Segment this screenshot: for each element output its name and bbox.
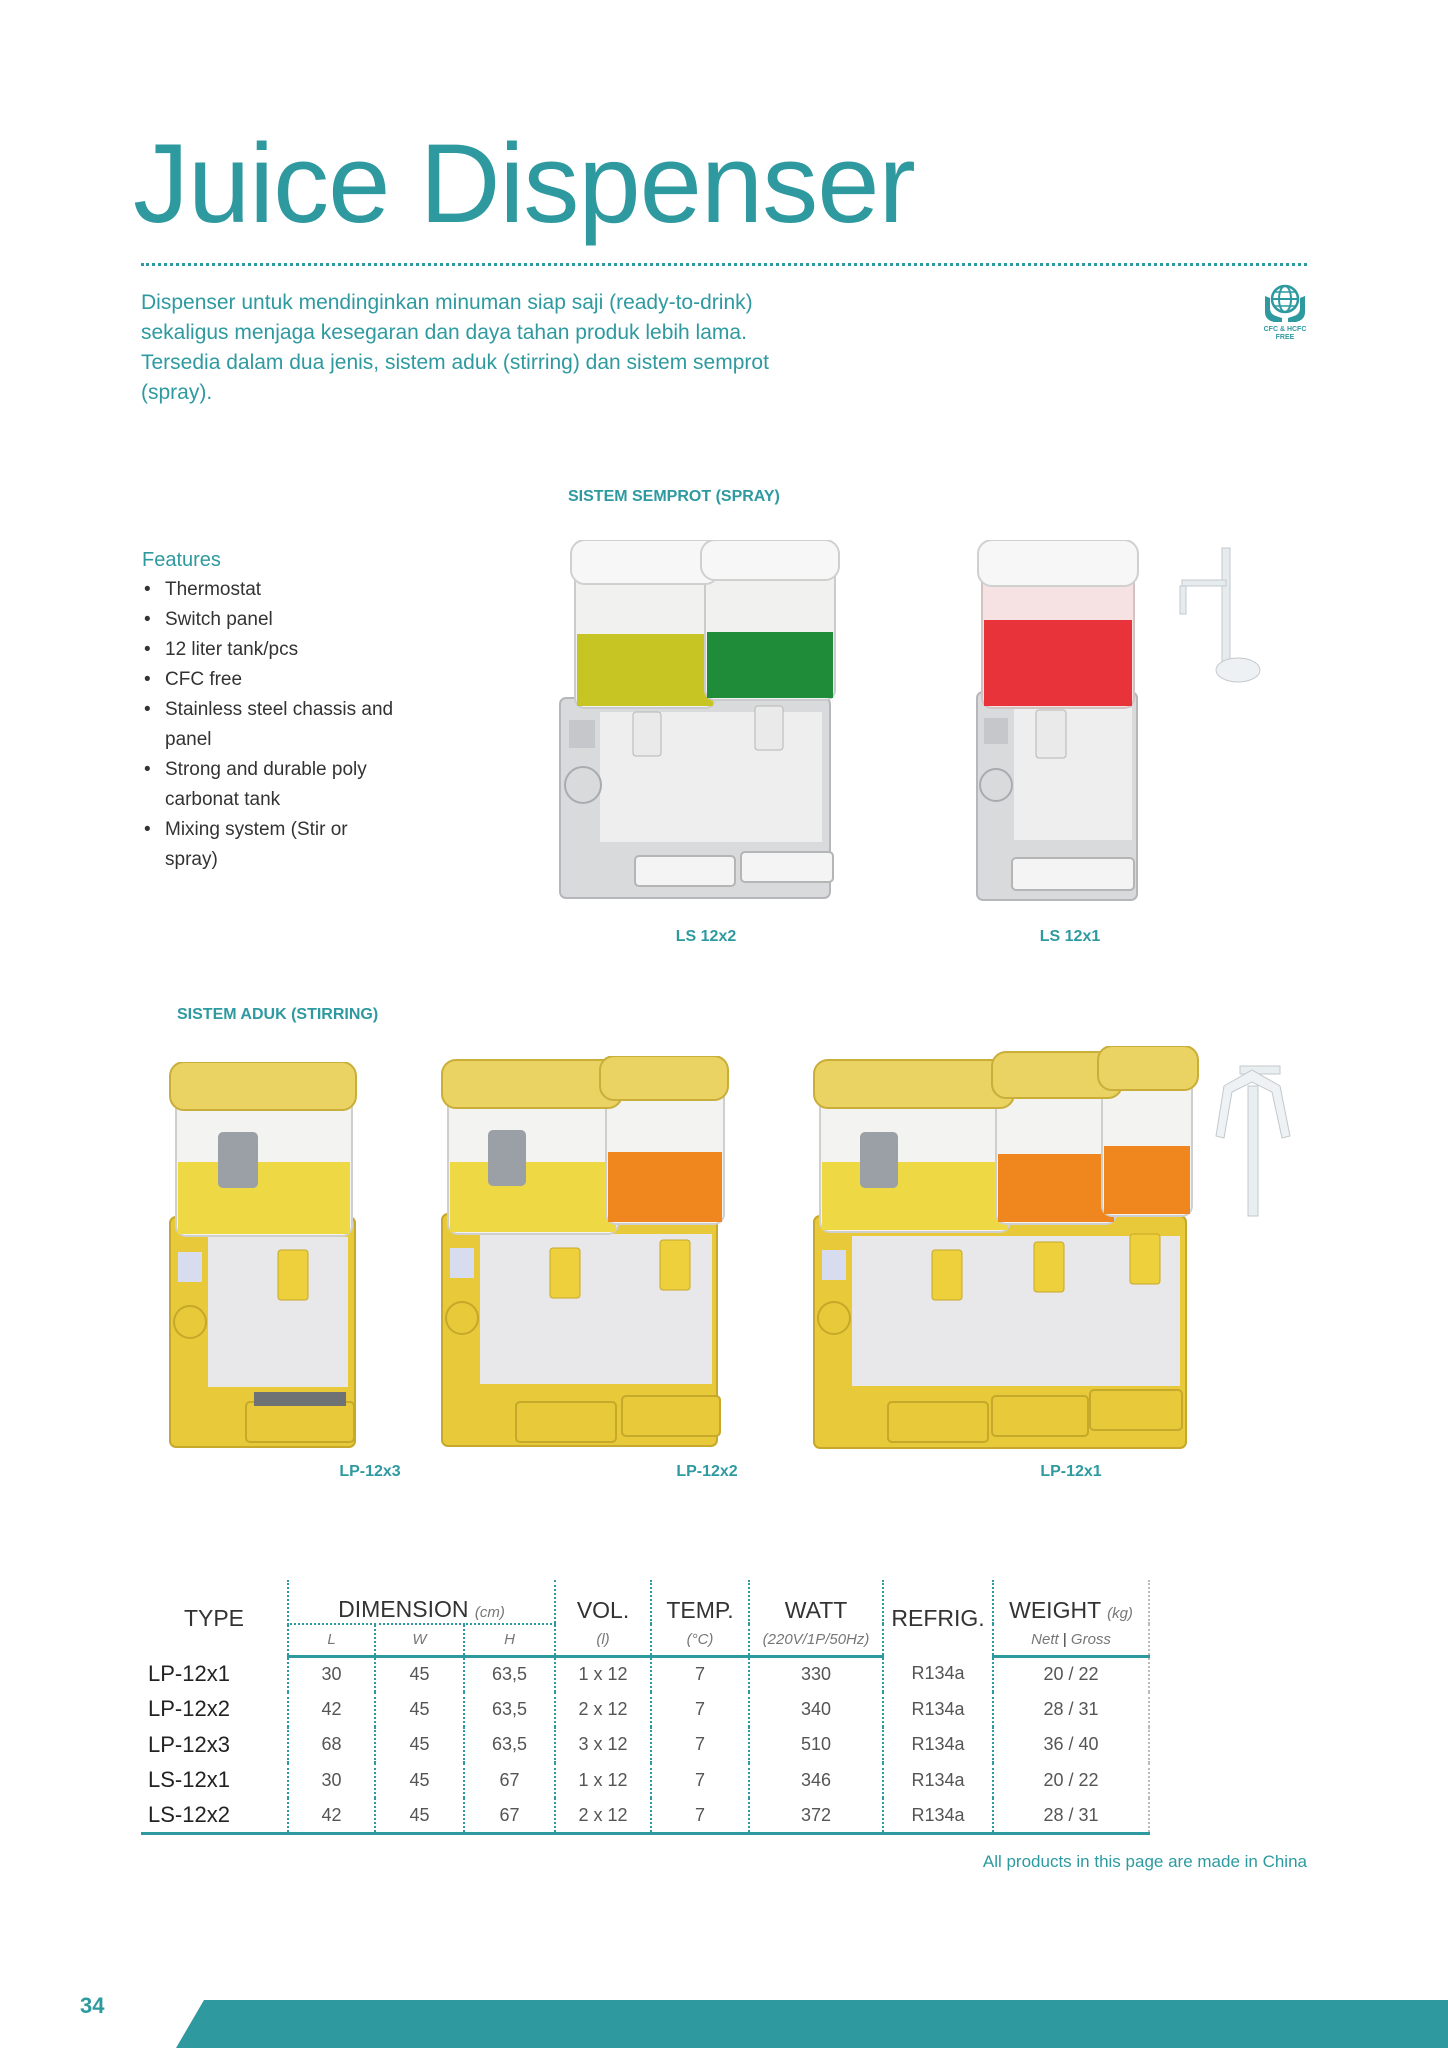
stirring-section-label: SISTEM ADUK (STIRRING) <box>177 1006 379 1023</box>
cell-refrig: R134a <box>883 1727 993 1763</box>
subheader-w: W <box>375 1624 464 1656</box>
cell-type: LP-12x3 <box>148 1731 230 1757</box>
subheader-temp: (°C) <box>651 1624 749 1656</box>
cell-h: 63,5 <box>464 1727 555 1763</box>
cell-type: LP-12x2 <box>148 1696 230 1722</box>
cell-l: 68 <box>288 1727 375 1763</box>
cell-w: 45 <box>375 1692 464 1728</box>
cell-temp: 7 <box>651 1692 749 1728</box>
subheader-watt: (220V/1P/50Hz) <box>749 1624 883 1656</box>
cell-h: 67 <box>464 1763 555 1799</box>
title-divider <box>141 263 1307 266</box>
feature-item: • 12 liter tank/pcs <box>142 635 402 665</box>
cell-watt: 372 <box>749 1798 883 1834</box>
model-label-lp-12x3: LP-12x3 <box>339 1463 401 1480</box>
cell-refrig: R134a <box>883 1763 993 1799</box>
header-vol: VOL. <box>555 1580 651 1624</box>
header-type: TYPE <box>183 1604 245 1631</box>
table-row <box>141 1798 1149 1834</box>
subheader-weight-gross: Gross <box>1070 1630 1111 1648</box>
cell-h: 63,5 <box>464 1656 555 1692</box>
cell-temp: 7 <box>651 1763 749 1799</box>
cell-w: 45 <box>375 1798 464 1834</box>
intro-paragraph: Dispenser untuk mendinginkan minuman siap saji (ready-to-drink) sekaligus menjaga kesegaran dan daya tahan produk lebih lama. Tersedia dalam dua jenis, sistem aduk (stirring) dan sistem semprot (spray). <box>141 291 769 404</box>
cell-weight: 28 / 31 <box>993 1692 1149 1728</box>
subheader-vol: (l) <box>555 1624 651 1656</box>
header-temp: TEMP. <box>651 1580 749 1624</box>
cell-refrig: R134a <box>883 1656 993 1692</box>
header-refrig: REFRIG. <box>883 1580 993 1656</box>
page-number: 34 <box>80 1993 105 2018</box>
cell-watt: 340 <box>749 1692 883 1728</box>
table-row <box>141 1763 1149 1799</box>
header-dimension-unit: (cm) <box>474 1604 505 1621</box>
spray-section-label: SISTEM SEMPROT (SPRAY) <box>568 488 780 505</box>
cell-temp: 7 <box>651 1798 749 1834</box>
cell-weight: 20 / 22 <box>993 1763 1149 1799</box>
cell-h: 63,5 <box>464 1692 555 1728</box>
specs-table <box>141 1580 1150 1835</box>
cfc-free-badge <box>1258 282 1312 348</box>
table-row <box>141 1727 1149 1763</box>
subheader-h: H <box>464 1624 555 1656</box>
footer-bar <box>176 2000 1448 2048</box>
cell-l: 42 <box>288 1692 375 1728</box>
cell-w: 45 <box>375 1763 464 1799</box>
cell-watt: 346 <box>749 1763 883 1799</box>
feature-item: • Thermostat <box>142 575 402 605</box>
subheader-weight <box>993 1624 1149 1656</box>
product-image-lp-12x3-unit <box>812 1046 1302 1460</box>
feature-item: • Stainless steel chassis and panel <box>142 695 402 755</box>
badge-line-2: FREE <box>1275 334 1295 341</box>
feature-item: • Mixing system (Stir or spray) <box>142 815 402 875</box>
cell-temp: 7 <box>651 1656 749 1692</box>
page-title: Juice Dispenser <box>133 121 915 246</box>
cell-w: 45 <box>375 1656 464 1692</box>
product-image-lp-12x1-unit <box>168 1062 368 1460</box>
cell-watt: 330 <box>749 1656 883 1692</box>
subheader-weight-nett: Nett <box>1031 1630 1059 1648</box>
cell-w: 45 <box>375 1727 464 1763</box>
header-watt: WATT <box>749 1580 883 1624</box>
model-label-ls-12x1: LS 12x1 <box>1039 928 1101 945</box>
features-block <box>142 545 402 875</box>
header-weight-label: WEIGHT <box>1009 1597 1101 1623</box>
product-image-lp-12x2-unit <box>440 1056 730 1460</box>
cell-vol: 2 x 12 <box>555 1798 651 1834</box>
model-label-lp-12x2: LP-12x2 <box>676 1463 738 1480</box>
cell-type: LS-12x2 <box>141 1798 288 1834</box>
globe-hands-icon <box>1262 282 1308 326</box>
feature-item: • Switch panel <box>142 605 402 635</box>
cell-h: 67 <box>464 1798 555 1834</box>
feature-item: • CFC free <box>142 665 402 695</box>
cell-vol: 2 x 12 <box>555 1692 651 1728</box>
cell-refrig: R134a <box>883 1692 993 1728</box>
subheader-l: L <box>288 1624 375 1656</box>
header-weight-unit: (kg) <box>1107 1605 1133 1622</box>
header-weight <box>993 1580 1149 1624</box>
cell-weight: 36 / 40 <box>993 1727 1149 1763</box>
header-dimension <box>288 1580 555 1624</box>
subheader-weight-sep: | <box>1062 1630 1067 1648</box>
cell-type: LP-12x1 <box>148 1660 230 1686</box>
table-row <box>141 1656 1149 1692</box>
product-image-ls-12x1 <box>972 540 1272 912</box>
cell-l: 30 <box>288 1763 375 1799</box>
cell-watt: 510 <box>749 1727 883 1763</box>
header-dimension-label: DIMENSION <box>338 1596 469 1622</box>
product-image-ls-12x2 <box>555 540 855 912</box>
cell-vol: 3 x 12 <box>555 1727 651 1763</box>
cell-l: 30 <box>288 1656 375 1692</box>
badge-line-1: CFC & HCFC <box>1263 326 1307 333</box>
cell-weight: 20 / 22 <box>993 1656 1149 1692</box>
feature-item: • Strong and durable poly carbonat tank <box>142 755 402 815</box>
cell-temp: 7 <box>651 1727 749 1763</box>
features-list <box>142 575 402 875</box>
cell-weight: 28 / 31 <box>993 1798 1149 1834</box>
features-title: Features <box>142 549 221 571</box>
cell-l: 42 <box>288 1798 375 1834</box>
table-row <box>141 1692 1149 1728</box>
cell-type: LS-12x1 <box>148 1767 230 1793</box>
made-in-note: All products in this page are made in China <box>982 1852 1307 1871</box>
cell-vol: 1 x 12 <box>555 1763 651 1799</box>
cell-vol: 1 x 12 <box>555 1656 651 1692</box>
model-label-ls-12x2: LS 12x2 <box>675 928 737 945</box>
cell-refrig: R134a <box>883 1798 993 1834</box>
model-label-lp-12x1: LP-12x1 <box>1040 1463 1102 1480</box>
